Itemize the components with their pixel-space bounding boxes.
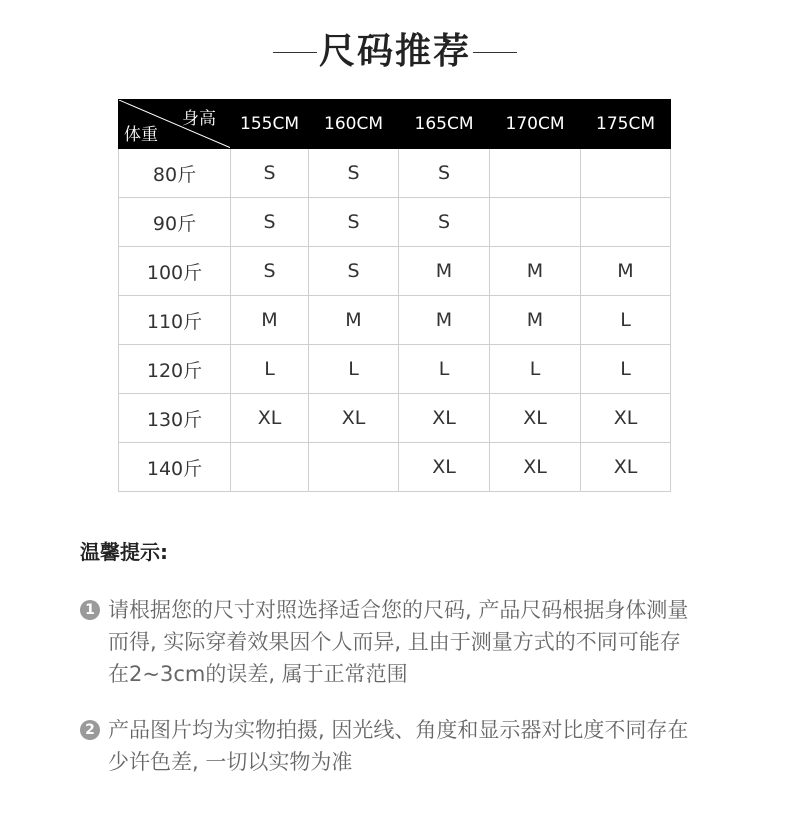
table-row bbox=[119, 443, 671, 492]
size-cell bbox=[231, 443, 309, 492]
size-cell: L bbox=[490, 345, 581, 394]
size-cell: M bbox=[490, 296, 581, 345]
size-cell: S bbox=[399, 198, 490, 247]
title-line-right bbox=[473, 52, 517, 53]
size-chart-table bbox=[118, 99, 671, 492]
table-corner-cell bbox=[119, 100, 231, 149]
size-cell: M bbox=[399, 296, 490, 345]
size-cell: S bbox=[231, 247, 309, 296]
height-header: 170CM bbox=[490, 100, 581, 149]
size-cell: XL bbox=[399, 443, 490, 492]
weight-cell: 140斤 bbox=[119, 443, 231, 492]
size-cell: M bbox=[399, 247, 490, 296]
number-badge-icon: 1 bbox=[80, 600, 100, 620]
corner-label-weight: 体重 bbox=[124, 125, 158, 145]
height-header: 175CM bbox=[581, 100, 671, 149]
size-cell: S bbox=[309, 247, 399, 296]
height-header: 160CM bbox=[309, 100, 399, 149]
size-cell: S bbox=[309, 149, 399, 198]
size-cell: S bbox=[231, 149, 309, 198]
size-cell: XL bbox=[581, 394, 671, 443]
size-cell: XL bbox=[231, 394, 309, 443]
corner-label-height: 身高 bbox=[182, 109, 216, 129]
page-title: 尺码推荐 bbox=[318, 31, 471, 72]
weight-cell: 110斤 bbox=[119, 296, 231, 345]
size-cell: L bbox=[231, 345, 309, 394]
size-cell: M bbox=[490, 247, 581, 296]
table-header-row bbox=[119, 100, 671, 149]
size-cell: S bbox=[231, 198, 309, 247]
number-badge-icon: 2 bbox=[80, 720, 100, 740]
weight-cell: 90斤 bbox=[119, 198, 231, 247]
table-row bbox=[119, 247, 671, 296]
size-cell bbox=[490, 149, 581, 198]
height-header: 155CM bbox=[231, 100, 309, 149]
size-cell: M bbox=[231, 296, 309, 345]
weight-cell: 100斤 bbox=[119, 247, 231, 296]
size-cell bbox=[490, 198, 581, 247]
weight-cell: 130斤 bbox=[119, 394, 231, 443]
tip-item-2 bbox=[80, 714, 720, 778]
size-cell: XL bbox=[490, 394, 581, 443]
table-row bbox=[119, 149, 671, 198]
size-cell: XL bbox=[399, 394, 490, 443]
weight-cell: 80斤 bbox=[119, 149, 231, 198]
size-cell: XL bbox=[581, 443, 671, 492]
size-cell bbox=[309, 443, 399, 492]
title-bar bbox=[0, 26, 790, 78]
tip-text: 产品图片均为实物拍摄, 因光线、角度和显示器对比度不同存在少许色差, 一切以实物为准 bbox=[108, 718, 689, 774]
table-row bbox=[119, 394, 671, 443]
height-header: 165CM bbox=[399, 100, 490, 149]
size-cell bbox=[581, 198, 671, 247]
tip-item-1 bbox=[80, 594, 720, 690]
table-row bbox=[119, 296, 671, 345]
size-cell: XL bbox=[309, 394, 399, 443]
table-row bbox=[119, 345, 671, 394]
tip-text: 请根据您的尺寸对照选择适合您的尺码, 产品尺码根据身体测量而得, 实际穿着效果因个人而异, 且由于测量方式的不同可能存在2~3cm的误差, 属于正常范围 bbox=[108, 598, 689, 686]
size-cell: L bbox=[399, 345, 490, 394]
size-cell: S bbox=[399, 149, 490, 198]
size-cell: L bbox=[581, 296, 671, 345]
tips-title: 温馨提示: bbox=[80, 540, 168, 564]
weight-cell: 120斤 bbox=[119, 345, 231, 394]
size-cell: XL bbox=[490, 443, 581, 492]
size-cell: M bbox=[581, 247, 671, 296]
size-cell: L bbox=[309, 345, 399, 394]
table-row bbox=[119, 198, 671, 247]
size-cell: L bbox=[581, 345, 671, 394]
title-line-left bbox=[273, 52, 317, 53]
size-cell: S bbox=[309, 198, 399, 247]
size-cell: M bbox=[309, 296, 399, 345]
size-cell bbox=[581, 149, 671, 198]
